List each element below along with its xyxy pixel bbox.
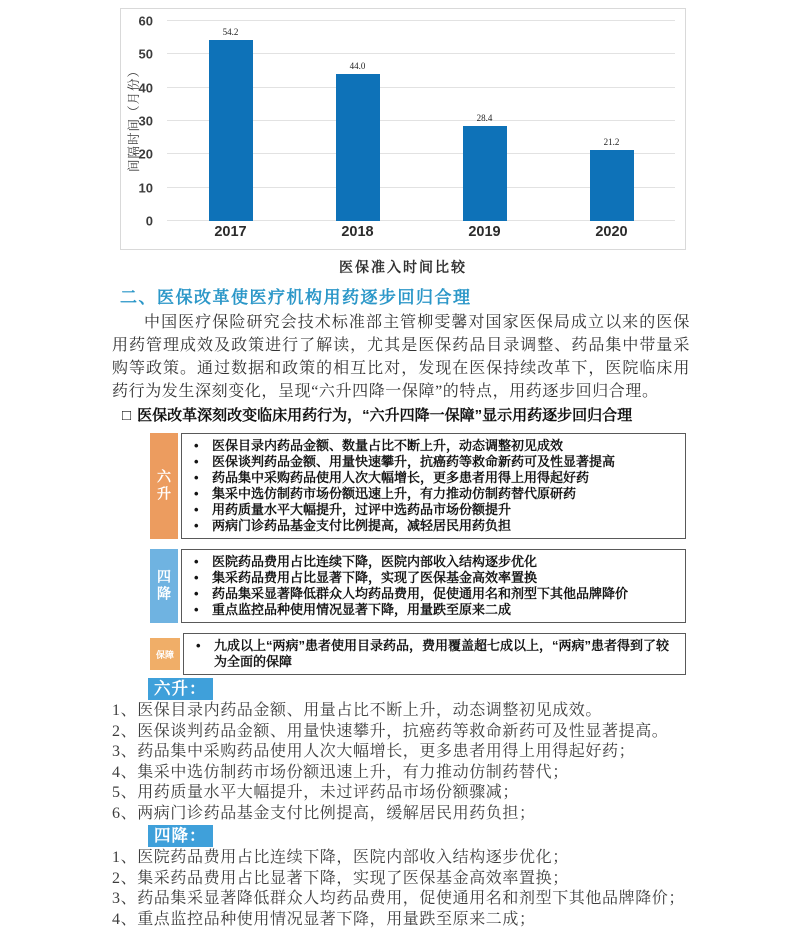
- y-tick-label: 20: [139, 147, 153, 162]
- guarantee-box-body: [183, 633, 686, 675]
- four-down-sub-heading: 四降：: [148, 825, 213, 847]
- document-page: [0, 8, 800, 926]
- four-down-numbered-list: [112, 848, 690, 930]
- six-up-bullet-item: • 集采中选仿制药市场份额迅速上升，有力推动仿制药替代原研药: [182, 486, 679, 502]
- four-down-numbered-item: 4、重点监控品种使用情况显著下降，用量跌至原来二成；: [112, 910, 690, 930]
- bar: [209, 40, 253, 221]
- intro-paragraph: 中国医疗保险研究会技术标准部主管柳雯馨对国家医保局成立以来的医保用药管理成效及政策进行了解读，尤其是医保药品目录调整、药品集中带量采购等政策。通过数据和政策的相互比对，发现在医保持续改革下，医院临床用药行为发生深刻变化，呈现“六升四降一保障”的特点，用药逐步回归合理。: [112, 311, 690, 403]
- key-point-line: [122, 406, 690, 426]
- document-body: [112, 287, 690, 930]
- bar-value-label: 44.0: [350, 61, 366, 71]
- four-down-tag: 四降: [150, 549, 178, 623]
- four-down-bullet-item: • 集采药品费用占比显著下降，实现了医保基金高效率置换: [182, 570, 679, 586]
- bar: [590, 150, 634, 221]
- six-up-bullet-item: • 药品集中采购药品使用人次大幅增长，更多患者用得上用得起好药: [182, 470, 679, 486]
- six-up-numbered-item: 5、用药质量水平大幅提升，未过评药品市场份额骤减；: [112, 783, 690, 804]
- four-down-numbered-item: 1、医院药品费用占比连续下降，医院内部收入结构逐步优化；: [112, 848, 690, 869]
- six-up-bullet-item: • 医保目录内药品金额、数量占比不断上升，动态调整初见成效: [182, 438, 679, 454]
- six-up-sub-heading: 六升：: [148, 678, 213, 700]
- bar-group-2019: [421, 21, 548, 221]
- guarantee-bullet-item: • 九成以上“两病”患者使用目录药品，费用覆盖超七成以上，“两病”患者得到了较为全面的保障: [184, 638, 679, 670]
- bar-value-label: 21.2: [604, 137, 620, 147]
- six-up-bullet-list: [182, 438, 679, 534]
- x-tick-label: 2018: [294, 224, 421, 246]
- four-down-numbered-item: 2、集采药品费用占比显著下降，实现了医保基金高效率置换；: [112, 869, 690, 890]
- bar-group-2017: [167, 21, 294, 221]
- four-down-bullet-item: • 药品集采显著降低群众人均药品费用，促使通用名和剂型下其他品牌降价: [182, 586, 679, 602]
- four-down-bullet-item: • 医院药品费用占比连续下降，医院内部收入结构逐步优化: [182, 554, 679, 570]
- six-up-numbered-item: 4、集采中选仿制药市场份额迅速上升，有力推动仿制药替代；: [112, 763, 690, 784]
- x-axis-labels: [167, 224, 675, 246]
- square-bullet-icon: □: [122, 407, 131, 424]
- guarantee-tag: 保障: [150, 638, 180, 670]
- guarantee-box: [150, 633, 686, 675]
- four-down-bullet-list: [182, 554, 679, 618]
- y-tick-label: 0: [146, 214, 153, 229]
- bar-chart-figure: [120, 8, 686, 277]
- six-up-box: [150, 433, 686, 539]
- four-down-box: [150, 549, 686, 623]
- bar: [463, 126, 507, 221]
- key-point-text: 医保改革深刻改变临床用药行为，“六升四降一保障”显示用药逐步回归合理: [137, 407, 632, 424]
- four-down-bullet-item: • 重点监控品种使用情况显著下降，用量跌至原来二成: [182, 602, 679, 618]
- chart-frame: [120, 8, 686, 250]
- bar-value-label: 54.2: [223, 27, 239, 37]
- six-up-bullet-item: • 医保谈判药品金额、用量快速攀升，抗癌药等救命新药可及性显著提高: [182, 454, 679, 470]
- bar-series: [167, 21, 675, 221]
- six-up-bullet-item: • 两病门诊药品基金支付比例提高，减轻居民用药负担: [182, 518, 679, 534]
- four-down-numbered-item: 3、药品集采显著降低群众人均药品费用，促使通用名和剂型下其他品牌降价；: [112, 889, 690, 910]
- four-down-box-body: [181, 549, 686, 623]
- six-up-numbered-item: 1、医保目录内药品金额、用量占比不断上升，动态调整初见成效。: [112, 701, 690, 722]
- y-tick-label: 50: [139, 47, 153, 62]
- bar-value-label: 28.4: [477, 113, 493, 123]
- six-up-numbered-list: [112, 701, 690, 824]
- six-up-numbered-item: 2、医保谈判药品金额、用量快速攀升，抗癌药等救命新药可及性显著提高。: [112, 722, 690, 743]
- six-up-numbered-item: 3、药品集中采购药品使用人次大幅增长，更多患者用得上用得起好药；: [112, 742, 690, 763]
- six-up-numbered-item: 6、两病门诊药品基金支付比例提高，缓解居民用药负担；: [112, 804, 690, 825]
- bar-group-2018: [294, 21, 421, 221]
- y-tick-label: 10: [139, 180, 153, 195]
- six-up-tag: 六升: [150, 433, 178, 539]
- bar-group-2020: [548, 21, 675, 221]
- bar: [336, 74, 380, 221]
- y-axis-ticks: [121, 21, 161, 221]
- chart-caption: 医保准入时间比较: [120, 257, 686, 277]
- y-tick-label: 30: [139, 114, 153, 129]
- x-tick-label: 2019: [421, 224, 548, 246]
- chart-plot: [167, 21, 675, 221]
- six-up-box-body: [181, 433, 686, 539]
- x-tick-label: 2020: [548, 224, 675, 246]
- six-up-bullet-item: • 用药质量水平大幅提升，过评中选药品市场份额提升: [182, 502, 679, 518]
- y-tick-label: 60: [139, 14, 153, 29]
- y-tick-label: 40: [139, 80, 153, 95]
- section-heading: 二、医保改革使医疗机构用药逐步回归合理: [120, 287, 690, 309]
- y-axis-label: 间隔时间（月份）: [124, 18, 142, 218]
- guarantee-bullet-list: [184, 638, 679, 670]
- x-tick-label: 2017: [167, 224, 294, 246]
